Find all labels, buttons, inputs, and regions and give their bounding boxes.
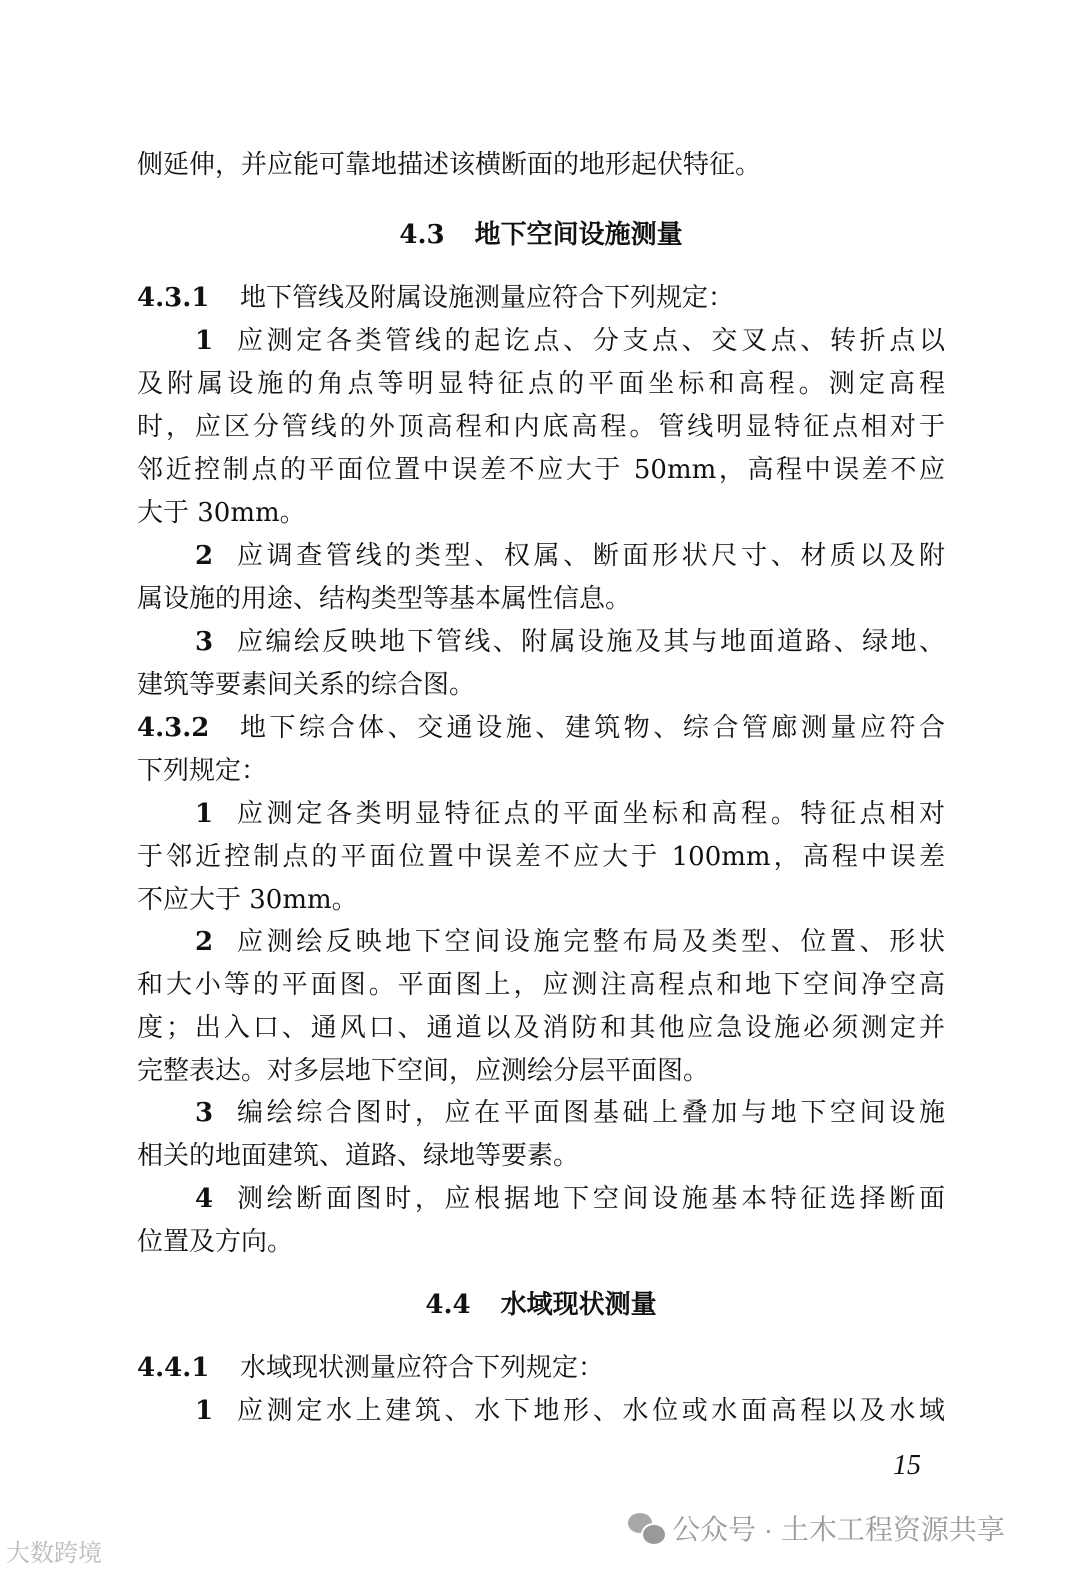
logo-watermark: 大数跨境 (6, 1540, 102, 1567)
list-item-line (137, 922, 945, 962)
paragraph-line (137, 751, 945, 791)
line-text: 于邻近控制点的平面位置中误差不应大于 100mm，高程中误差 (137, 842, 945, 872)
line-text: 及附属设施的角点等明显特征点的平面坐标和高程。测定高程 (137, 369, 945, 399)
list-item-line (137, 536, 945, 576)
line-text: 编绘综合图时，应在平面图基础上叠加与地下空间设施 (237, 1098, 945, 1128)
item-number: 4 (195, 1184, 214, 1214)
section-number: 4.3 (399, 220, 445, 250)
line-text: 应编绘反映地下管线、附属设施及其与地面道路、绿地、 (237, 627, 945, 657)
paragraph-line (137, 880, 945, 920)
clause-line (137, 278, 945, 318)
item-number: 1 (195, 799, 214, 829)
line-text: 侧延伸，并应能可靠地描述该横断面的地形起伏特征。 (137, 150, 762, 180)
item-number: 2 (195, 541, 214, 571)
paragraph-line (137, 407, 945, 447)
list-item-line (137, 622, 945, 662)
line-text: 和大小等的平面图。平面图上，应测注高程点和地下空间净空高 (137, 970, 945, 1000)
item-number: 1 (195, 326, 214, 356)
item-number: 4.3.1 (137, 283, 210, 313)
line-text: 测绘断面图时，应根据地下空间设施基本特征选择断面 (237, 1184, 945, 1214)
line-text: 水域现状测量应符合下列规定： (240, 1353, 605, 1383)
line-text: 时，应区分管线的外顶高程和内底高程。管线明显特征点相对于 (137, 412, 945, 442)
paragraph-line (137, 579, 945, 619)
line-text: 建筑等要素间关系的综合图。 (137, 670, 476, 700)
paragraph-line (137, 665, 945, 705)
line-text: 应测定各类管线的起讫点、分支点、交叉点、转折点以 (237, 326, 945, 356)
paragraph-line (137, 450, 945, 490)
item-number: 4.3.2 (137, 713, 210, 743)
line-text: 下列规定： (137, 756, 268, 786)
section-heading (137, 215, 945, 255)
paragraph-line (137, 837, 945, 877)
item-number: 3 (195, 627, 214, 657)
clause-line (137, 1348, 945, 1388)
paragraph-line (137, 364, 945, 404)
line-text: 邻近控制点的平面位置中误差不应大于 50mm，高程中误差不应 (137, 455, 945, 485)
list-item-line (137, 321, 945, 361)
item-number: 1 (195, 1396, 214, 1426)
line-text: 地下综合体、交通设施、建筑物、综合管廊测量应符合 (240, 713, 945, 743)
line-text: 地下空间设施测量 (474, 220, 683, 250)
paragraph-line (137, 145, 945, 185)
wechat-icon (628, 1513, 664, 1543)
line-text: 不应大于 30mm。 (137, 885, 358, 915)
line-text: 位置及方向。 (137, 1227, 294, 1257)
wechat-watermark (628, 1508, 1005, 1548)
line-text: 度；出入口、通风口、通道以及消防和其他应急设施必须测定并 (137, 1013, 945, 1043)
list-item-line (137, 1179, 945, 1219)
item-number: 2 (195, 927, 214, 957)
section-number: 4.4 (425, 1290, 471, 1320)
list-item-line (137, 1391, 945, 1431)
line-text: 应调查管线的类型、权属、断面形状尺寸、材质以及附 (237, 541, 945, 571)
list-item-line (137, 794, 945, 834)
page-number: 15 (893, 1450, 921, 1481)
line-text: 应测定各类明显特征点的平面坐标和高程。特征点相对 (237, 799, 945, 829)
line-text: 地下管线及附属设施测量应符合下列规定： (240, 283, 735, 313)
paragraph-line (137, 1222, 945, 1262)
watermark-account-text: 公众号 · 土木工程资源共享 (672, 1514, 1005, 1545)
line-text: 应测绘反映地下空间设施完整布局及类型、位置、形状 (237, 927, 945, 957)
item-number: 4.4.1 (137, 1353, 210, 1383)
clause-line (137, 708, 945, 748)
paragraph-line (137, 1008, 945, 1048)
list-item-line (137, 1093, 945, 1133)
section-heading (137, 1285, 945, 1325)
line-text: 相关的地面建筑、道路、绿地等要素。 (137, 1141, 580, 1171)
paragraph-line (137, 1136, 945, 1176)
paragraph-line (137, 965, 945, 1005)
line-text: 应测定水上建筑、水下地形、水位或水面高程以及水域 (237, 1396, 945, 1426)
paragraph-line (137, 493, 945, 533)
line-text: 属设施的用途、结构类型等基本属性信息。 (137, 584, 632, 614)
line-text: 水域现状测量 (500, 1290, 657, 1320)
paragraph-line (137, 1051, 945, 1091)
line-text: 大于 30mm。 (137, 498, 306, 528)
line-text: 完整表达。对多层地下空间，应测绘分层平面图。 (137, 1056, 710, 1086)
item-number: 3 (195, 1098, 214, 1128)
